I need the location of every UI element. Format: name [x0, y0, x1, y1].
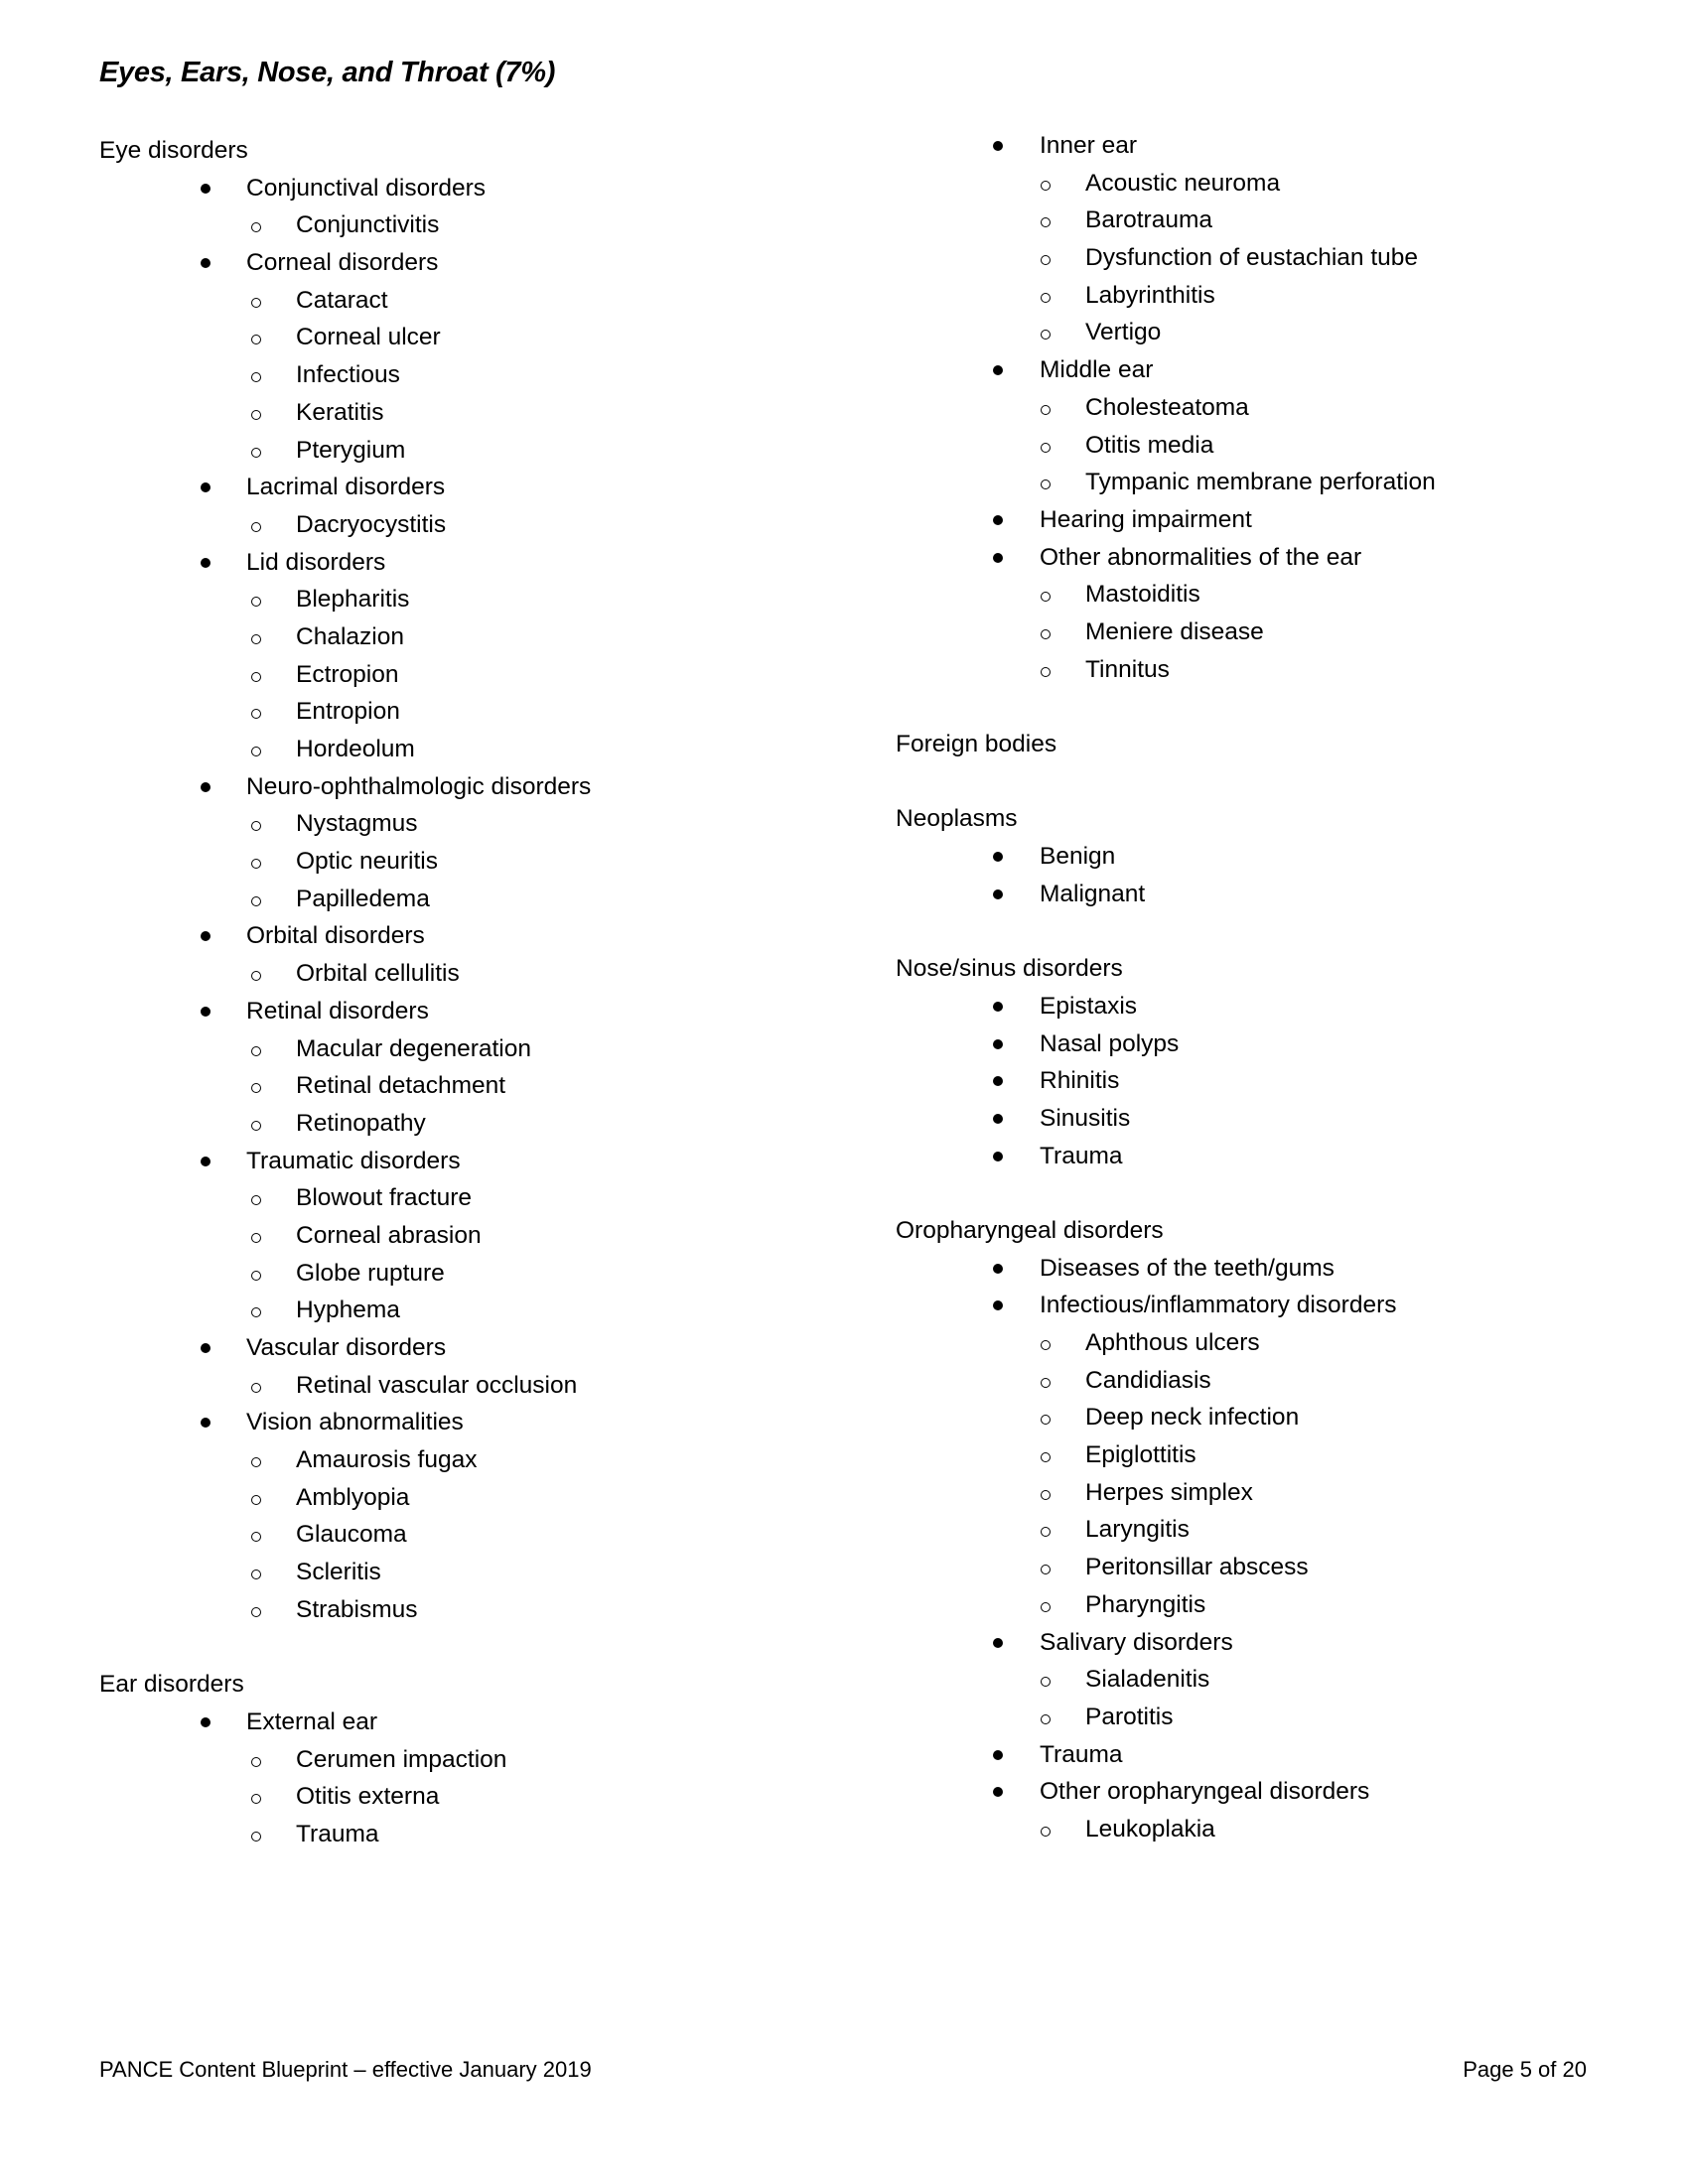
- list-item: [896, 127, 1650, 165]
- bullet-icon: [993, 365, 1003, 375]
- hollow-bullet-icon: [1041, 255, 1051, 265]
- bullet-icon: [201, 258, 211, 268]
- item-text: Pharyngitis: [1085, 1590, 1206, 1618]
- hollow-bullet-icon: [1041, 1565, 1051, 1574]
- sub-list-item: [896, 1549, 1650, 1586]
- item-text: Parotitis: [1085, 1703, 1174, 1730]
- bullet-icon: [201, 1157, 211, 1166]
- sub-list-item: [99, 656, 854, 694]
- bullet-icon: [201, 184, 211, 194]
- hollow-bullet-icon: [251, 335, 261, 344]
- item-text: Aphthous ulcers: [1085, 1329, 1260, 1356]
- sub-list-item: [896, 1511, 1650, 1549]
- list-item: [896, 1624, 1650, 1662]
- category-heading: [896, 726, 1650, 763]
- right-column: [896, 127, 1650, 1848]
- blank-line: [896, 1174, 1650, 1212]
- hollow-bullet-icon: [1041, 1527, 1051, 1537]
- hollow-bullet-icon: [251, 372, 261, 382]
- item-text: Other abnormalities of the ear: [1040, 543, 1362, 571]
- category-heading: [896, 1212, 1650, 1250]
- sub-list-item: [896, 1436, 1650, 1474]
- sub-list-item: [99, 1292, 854, 1329]
- item-text: Malignant: [1040, 880, 1146, 907]
- hollow-bullet-icon: [251, 1046, 261, 1056]
- list-item: [896, 539, 1650, 577]
- hollow-bullet-icon: [1041, 181, 1051, 191]
- item-text: Salivary disorders: [1040, 1628, 1233, 1656]
- bullet-icon: [201, 931, 211, 941]
- bullet-icon: [993, 1114, 1003, 1124]
- hollow-bullet-icon: [1041, 1677, 1051, 1687]
- sub-list-item: [99, 1479, 854, 1517]
- item-text: Acoustic neuroma: [1085, 169, 1281, 197]
- item-text: Optic neuritis: [296, 848, 438, 876]
- list-item: [896, 838, 1650, 876]
- item-text: Vascular disorders: [246, 1334, 447, 1361]
- category-heading: [99, 1666, 854, 1704]
- bullet-icon: [993, 852, 1003, 862]
- hollow-bullet-icon: [251, 896, 261, 906]
- sub-list-item: [99, 1816, 854, 1853]
- sub-list-item: [99, 1441, 854, 1479]
- hollow-bullet-icon: [1041, 405, 1051, 415]
- list-item: [896, 1773, 1650, 1811]
- item-text: Lid disorders: [246, 548, 386, 576]
- item-text: Vertigo: [1085, 319, 1162, 346]
- hollow-bullet-icon: [251, 1607, 261, 1617]
- sub-list-item: [896, 576, 1650, 614]
- item-text: Conjunctivitis: [296, 211, 440, 239]
- hollow-bullet-icon: [1041, 1340, 1051, 1350]
- item-text: Pterygium: [296, 436, 406, 464]
- footer-document-title: PANCE Content Blueprint – effective January 2019: [99, 2057, 592, 2082]
- item-text: Macular degeneration: [296, 1034, 531, 1062]
- item-text: Amblyopia: [296, 1483, 410, 1511]
- bullet-icon: [993, 1264, 1003, 1274]
- item-text: Epiglottitis: [1085, 1441, 1196, 1469]
- hollow-bullet-icon: [251, 1794, 261, 1804]
- hollow-bullet-icon: [251, 1083, 261, 1093]
- item-text: Nose/sinus disorders: [896, 955, 1123, 983]
- hollow-bullet-icon: [251, 634, 261, 644]
- sub-list-item: [896, 464, 1650, 501]
- sub-list-item: [99, 581, 854, 618]
- sub-list-item: [99, 1367, 854, 1405]
- sub-list-item: [99, 1179, 854, 1217]
- bullet-icon: [201, 1343, 211, 1353]
- bullet-icon: [993, 889, 1003, 899]
- item-text: Corneal disorders: [246, 249, 439, 277]
- bullet-icon: [201, 782, 211, 792]
- hollow-bullet-icon: [1041, 1490, 1051, 1500]
- list-item: [896, 988, 1650, 1025]
- sub-list-item: [99, 843, 854, 881]
- sub-list-item: [99, 506, 854, 544]
- blank-line: [896, 688, 1650, 726]
- list-item: [896, 1138, 1650, 1175]
- item-text: Barotrauma: [1085, 206, 1213, 234]
- sub-list-item: [99, 1741, 854, 1779]
- hollow-bullet-icon: [251, 1757, 261, 1767]
- bullet-icon: [201, 482, 211, 492]
- item-text: Strabismus: [296, 1595, 418, 1623]
- item-text: Retinal disorders: [246, 997, 429, 1024]
- sub-list-item: [99, 618, 854, 656]
- hollow-bullet-icon: [251, 821, 261, 831]
- sub-list-item: [99, 693, 854, 731]
- hollow-bullet-icon: [251, 1195, 261, 1205]
- blank-line: [896, 912, 1650, 950]
- sub-list-item: [99, 1516, 854, 1554]
- item-text: Trauma: [1040, 1142, 1123, 1169]
- bullet-icon: [993, 1300, 1003, 1310]
- hollow-bullet-icon: [1041, 217, 1051, 227]
- hollow-bullet-icon: [1041, 1827, 1051, 1837]
- list-item: [896, 1736, 1650, 1774]
- hollow-bullet-icon: [1041, 1415, 1051, 1425]
- item-text: Conjunctival disorders: [246, 174, 487, 202]
- item-text: Herpes simplex: [1085, 1478, 1253, 1506]
- hollow-bullet-icon: [251, 1570, 261, 1579]
- hollow-bullet-icon: [1041, 1378, 1051, 1388]
- list-item: [896, 501, 1650, 539]
- list-item: [99, 469, 854, 506]
- item-text: Meniere disease: [1085, 617, 1264, 645]
- hollow-bullet-icon: [251, 1495, 261, 1505]
- item-text: Oropharyngeal disorders: [896, 1216, 1164, 1244]
- blank-line: [99, 1629, 854, 1667]
- item-text: Retinopathy: [296, 1109, 426, 1137]
- item-text: Ear disorders: [99, 1671, 244, 1699]
- hollow-bullet-icon: [1041, 1714, 1051, 1724]
- section-title: Eyes, Ears, Nose, and Throat (7%): [99, 57, 556, 88]
- bullet-icon: [993, 1638, 1003, 1648]
- item-text: Nasal polyps: [1040, 1029, 1180, 1057]
- sub-list-item: [99, 881, 854, 918]
- item-text: Cataract: [296, 286, 388, 314]
- item-text: Sialadenitis: [1085, 1666, 1210, 1694]
- item-text: Hyphema: [296, 1297, 400, 1324]
- blank-line: [896, 763, 1650, 801]
- item-text: Scleritis: [296, 1559, 381, 1586]
- item-text: Trauma: [1040, 1740, 1123, 1768]
- item-text: Rhinitis: [1040, 1067, 1120, 1095]
- hollow-bullet-icon: [251, 1383, 261, 1393]
- item-text: Neuro-ophthalmologic disorders: [246, 772, 592, 800]
- list-item: [99, 993, 854, 1030]
- item-text: Retinal detachment: [296, 1072, 506, 1100]
- item-text: Peritonsillar abscess: [1085, 1554, 1309, 1581]
- list-item: [896, 1250, 1650, 1288]
- sub-list-item: [99, 282, 854, 320]
- sub-list-item: [896, 1324, 1650, 1362]
- list-item: [99, 244, 854, 282]
- sub-list-item: [896, 427, 1650, 465]
- item-text: Globe rupture: [296, 1259, 445, 1287]
- hollow-bullet-icon: [251, 410, 261, 420]
- list-item: [99, 768, 854, 806]
- item-text: Nystagmus: [296, 810, 418, 838]
- sub-list-item: [99, 955, 854, 993]
- sub-list-item: [896, 614, 1650, 651]
- item-text: Foreign bodies: [896, 731, 1057, 757]
- bullet-icon: [201, 1717, 211, 1727]
- sub-list-item: [896, 651, 1650, 689]
- sub-list-item: [896, 1474, 1650, 1512]
- bullet-icon: [993, 515, 1003, 525]
- item-text: Inner ear: [1040, 132, 1138, 159]
- item-text: Vision abnormalities: [246, 1409, 464, 1436]
- item-text: Glaucoma: [296, 1521, 407, 1549]
- item-text: Leukoplakia: [1085, 1815, 1215, 1843]
- list-item: [99, 1329, 854, 1367]
- hollow-bullet-icon: [1041, 443, 1051, 453]
- sub-list-item: [896, 1699, 1650, 1736]
- bullet-icon: [993, 1787, 1003, 1797]
- hollow-bullet-icon: [251, 747, 261, 756]
- hollow-bullet-icon: [251, 1271, 261, 1281]
- sub-list-item: [99, 1591, 854, 1629]
- sub-list-item: [99, 319, 854, 356]
- item-text: Hearing impairment: [1040, 505, 1252, 533]
- sub-list-item: [896, 1661, 1650, 1699]
- list-item: [99, 170, 854, 207]
- item-text: Keratitis: [296, 398, 384, 426]
- hollow-bullet-icon: [1041, 1602, 1051, 1612]
- hollow-bullet-icon: [251, 522, 261, 532]
- hollow-bullet-icon: [251, 709, 261, 719]
- hollow-bullet-icon: [251, 1233, 261, 1243]
- item-text: Cerumen impaction: [296, 1745, 507, 1773]
- bullet-icon: [993, 1039, 1003, 1049]
- list-item: [896, 876, 1650, 913]
- hollow-bullet-icon: [251, 672, 261, 682]
- sub-list-item: [99, 1067, 854, 1105]
- sub-list-item: [896, 1811, 1650, 1848]
- sub-list-item: [99, 1217, 854, 1255]
- item-text: Benign: [1040, 843, 1116, 871]
- sub-list-item: [896, 314, 1650, 351]
- hollow-bullet-icon: [1041, 293, 1051, 303]
- item-text: Labyrinthitis: [1085, 281, 1215, 309]
- item-text: Middle ear: [1040, 356, 1154, 384]
- item-text: Retinal vascular occlusion: [296, 1371, 578, 1399]
- item-text: Blepharitis: [296, 586, 410, 614]
- list-item: [896, 1287, 1650, 1324]
- item-text: Papilledema: [296, 885, 430, 912]
- sub-list-item: [896, 389, 1650, 427]
- sub-list-item: [896, 277, 1650, 315]
- item-text: Otitis externa: [296, 1783, 440, 1811]
- list-item: [99, 1143, 854, 1180]
- list-item: [896, 1025, 1650, 1063]
- sub-list-item: [896, 202, 1650, 239]
- category-heading: [896, 800, 1650, 838]
- sub-list-item: [896, 165, 1650, 203]
- item-text: Sinusitis: [1040, 1104, 1131, 1132]
- hollow-bullet-icon: [1041, 592, 1051, 602]
- item-text: Mastoiditis: [1085, 581, 1200, 609]
- bullet-icon: [993, 1152, 1003, 1161]
- item-text: Entropion: [296, 698, 400, 726]
- hollow-bullet-icon: [251, 1457, 261, 1467]
- category-heading: [99, 132, 854, 170]
- item-text: Orbital disorders: [246, 922, 425, 950]
- hollow-bullet-icon: [1041, 1452, 1051, 1462]
- item-text: Corneal abrasion: [296, 1221, 482, 1249]
- bullet-icon: [201, 558, 211, 568]
- sub-list-item: [99, 1778, 854, 1816]
- item-text: Trauma: [296, 1820, 379, 1847]
- item-text: Dacryocystitis: [296, 510, 447, 538]
- item-text: Tympanic membrane perforation: [1085, 469, 1436, 496]
- sub-list-item: [99, 1030, 854, 1068]
- item-text: Infectious/inflammatory disorders: [1040, 1292, 1397, 1319]
- bullet-icon: [993, 1750, 1003, 1760]
- item-text: Dysfunction of eustachian tube: [1085, 244, 1419, 272]
- hollow-bullet-icon: [251, 1121, 261, 1131]
- item-text: Chalazion: [296, 622, 404, 650]
- item-text: Hordeolum: [296, 736, 415, 762]
- hollow-bullet-icon: [251, 1307, 261, 1317]
- hollow-bullet-icon: [251, 222, 261, 232]
- item-text: Tinnitus: [1085, 655, 1170, 683]
- item-text: Corneal ulcer: [296, 324, 441, 351]
- hollow-bullet-icon: [251, 298, 261, 308]
- list-item: [99, 544, 854, 582]
- hollow-bullet-icon: [251, 859, 261, 869]
- sub-list-item: [99, 1554, 854, 1591]
- footer-page-number: Page 5 of 20: [1463, 2057, 1587, 2082]
- list-item: [896, 1100, 1650, 1138]
- hollow-bullet-icon: [1041, 629, 1051, 639]
- list-item: [99, 1404, 854, 1441]
- bullet-icon: [201, 1007, 211, 1017]
- hollow-bullet-icon: [1041, 667, 1051, 677]
- left-column: [99, 132, 854, 1853]
- item-text: Eye disorders: [99, 137, 248, 164]
- item-text: Infectious: [296, 361, 400, 389]
- sub-list-item: [99, 432, 854, 470]
- hollow-bullet-icon: [1041, 479, 1051, 489]
- item-text: Diseases of the teeth/gums: [1040, 1254, 1335, 1282]
- sub-list-item: [99, 805, 854, 843]
- sub-list-item: [99, 206, 854, 244]
- item-text: Cholesteatoma: [1085, 393, 1249, 421]
- item-text: External ear: [246, 1707, 378, 1735]
- sub-list-item: [99, 394, 854, 432]
- hollow-bullet-icon: [1041, 330, 1051, 340]
- hollow-bullet-icon: [251, 597, 261, 607]
- sub-list-item: [896, 1586, 1650, 1624]
- item-text: Traumatic disorders: [246, 1147, 461, 1174]
- hollow-bullet-icon: [251, 1532, 261, 1542]
- sub-list-item: [896, 239, 1650, 277]
- sub-list-item: [896, 1399, 1650, 1436]
- item-text: Blowout fracture: [296, 1184, 473, 1212]
- bullet-icon: [993, 553, 1003, 563]
- item-text: Laryngitis: [1085, 1516, 1190, 1544]
- item-text: Epistaxis: [1040, 992, 1138, 1020]
- item-text: Neoplasms: [896, 805, 1018, 833]
- item-text: Lacrimal disorders: [246, 474, 446, 501]
- item-text: Ectropion: [296, 660, 399, 688]
- category-heading: [896, 950, 1650, 988]
- sub-list-item: [896, 1362, 1650, 1400]
- list-item: [99, 917, 854, 955]
- sub-list-item: [99, 1255, 854, 1293]
- bullet-icon: [993, 1076, 1003, 1086]
- sub-list-item: [99, 356, 854, 394]
- bullet-icon: [993, 141, 1003, 151]
- hollow-bullet-icon: [251, 971, 261, 981]
- list-item: [896, 1062, 1650, 1100]
- sub-list-item: [99, 731, 854, 768]
- list-item: [99, 1704, 854, 1741]
- item-text: Otitis media: [1085, 431, 1214, 459]
- sub-list-item: [99, 1105, 854, 1143]
- bullet-icon: [201, 1418, 211, 1428]
- item-text: Deep neck infection: [1085, 1404, 1300, 1432]
- item-text: Other oropharyngeal disorders: [1040, 1778, 1370, 1806]
- hollow-bullet-icon: [251, 448, 261, 458]
- bullet-icon: [993, 1002, 1003, 1012]
- list-item: [896, 351, 1650, 389]
- item-text: Candidiasis: [1085, 1366, 1211, 1394]
- item-text: Amaurosis fugax: [296, 1446, 478, 1474]
- item-text: Orbital cellulitis: [296, 960, 460, 988]
- hollow-bullet-icon: [251, 1832, 261, 1842]
